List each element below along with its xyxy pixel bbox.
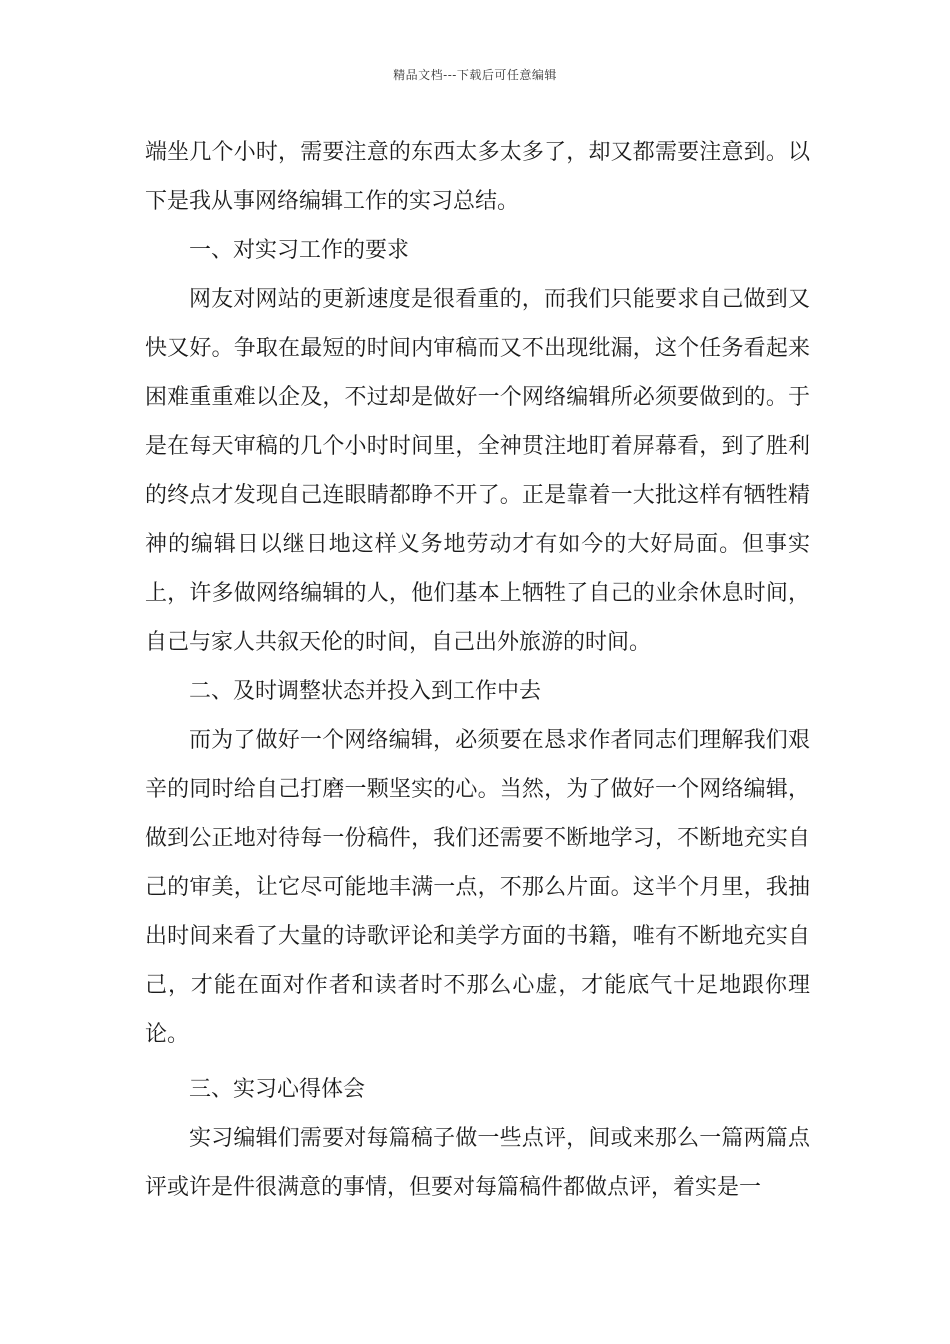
section-heading-3: 三、实习心得体会 <box>189 1077 366 1102</box>
section-paragraph-3: 实习编辑们需要对每篇稿子做一些点评，间或来那么一篇两篇点评或许是件很满意的事情，但要对每篇稿件都做点评，着实是一 <box>145 1126 810 1200</box>
section-paragraph-2: 而为了做好一个网络编辑，必须要在恳求作者同志们理解我们艰辛的同时给自己打磨一颗坚实的心。当然，为了做好一个网络编辑，做到公正地对待每一份稿件，我们还需要不断地学习，不断地充实自己的审美，让它尽可能地丰满一点，不那么片面。这半个月里，我抽出时间来看了大量的诗歌评论和美学方面的书籍，唯有不断地充实自己，才能在面对作者和读者时不那么心虚，才能底气十足地跟你理论。 <box>145 728 810 1047</box>
section-heading-2: 二、及时调整状态并投入到工作中去 <box>189 679 542 704</box>
document-body <box>145 128 810 1212</box>
page-header: 精品文档---下载后可任意编辑 <box>393 68 557 82</box>
section-heading-1: 一、对实习工作的要求 <box>189 238 410 263</box>
section-paragraph-1: 网友对网站的更新速度是很看重的，而我们只能要求自己做到又快又好。争取在最短的时间内审稿而又不出现纰漏，这个任务看起来困难重重难以企及，不过却是做好一个网络编辑所必须要做到的。于是在每天审稿的几个小时时间里，全神贯注地盯着屏幕看，到了胜利的终点才发现自己连眼睛都睁不开了。正是靠着一大批这样有牺牲精神的编辑日以继日地这样义务地劳动才有如今的大好局面。但事实上，许多做网络编辑的人，他们基本上牺牲了自己的业余休息时间，自己与家人共叙天伦的时间，自己出外旅游的时间。 <box>145 287 810 655</box>
intro-paragraph: 端坐几个小时，需要注意的东西太多太多了，却又都需要注意到。以下是我从事网络编辑工作的实习总结。 <box>145 140 810 214</box>
